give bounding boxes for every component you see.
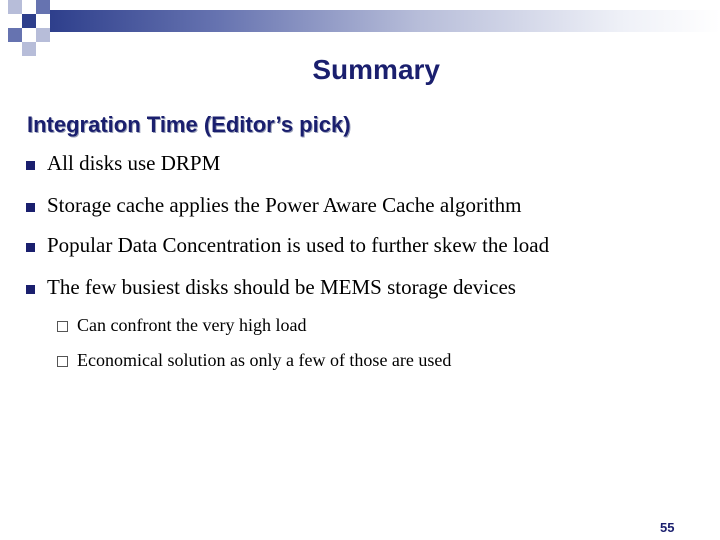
header-gradient-bar <box>50 10 720 32</box>
decorative-square <box>8 28 22 42</box>
page-number: 55 <box>660 520 675 535</box>
bullet-item: Popular Data Concentration is used to further skew the load <box>47 233 550 257</box>
bullet-marker <box>26 243 35 252</box>
slide-subtitle: Integration Time (Editor’s pick) <box>27 112 351 137</box>
decorative-square <box>36 0 50 14</box>
bullet-item: Storage cache applies the Power Aware Cache algorithm <box>47 193 522 217</box>
sub-bullet-checkbox-icon <box>57 321 68 332</box>
sub-bullet-item: Can confront the very high load <box>77 315 307 335</box>
sub-bullet-checkbox-icon <box>57 356 68 367</box>
bullet-item: All disks use DRPM <box>47 151 221 175</box>
bullet-marker <box>26 203 35 212</box>
bullet-marker <box>26 285 35 294</box>
decorative-square <box>8 0 22 14</box>
decorative-square <box>22 14 36 28</box>
bullet-item: The few busiest disks should be MEMS storage devices <box>47 275 516 299</box>
decorative-square <box>36 28 50 42</box>
bullet-marker <box>26 161 35 170</box>
sub-bullet-item: Economical solution as only a few of those are used <box>77 350 452 370</box>
slide-title: Summary <box>312 54 440 85</box>
